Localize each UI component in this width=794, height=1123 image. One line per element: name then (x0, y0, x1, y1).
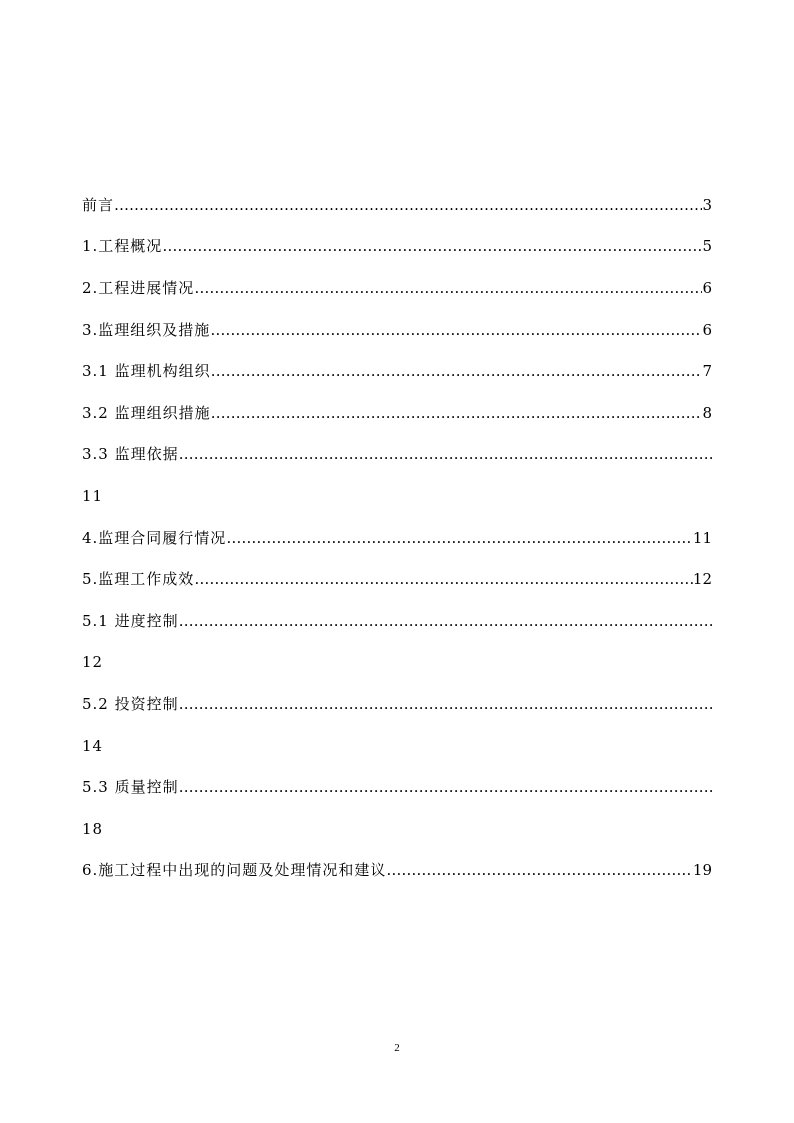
toc-entry-title: 3.1 监理机构组织 (82, 362, 211, 381)
toc-entry-5-2 (82, 683, 712, 725)
toc-leader-dots (386, 860, 693, 880)
toc-leader-dots (210, 320, 702, 340)
toc-entry-title: 3.监理组织及措施 (82, 320, 211, 339)
toc-entry-1 (82, 226, 712, 268)
toc-entry-page-wrapped: 11 (82, 486, 104, 505)
toc-entry-page-wrapped: 12 (82, 653, 104, 672)
toc-entry-6 (82, 850, 712, 892)
toc-leader-dots (226, 528, 693, 548)
toc-entry-4 (82, 517, 712, 559)
toc-leader-dots (114, 195, 702, 215)
toc-leader-dots (179, 444, 712, 464)
toc-leader-dots (211, 361, 703, 381)
toc-entry-3-3 (82, 434, 712, 476)
toc-entry-page-wrapped: 18 (82, 819, 104, 838)
toc-leader-dots (194, 569, 693, 589)
toc-entry-page: 12 (692, 570, 712, 589)
toc-leader-dots (179, 777, 712, 797)
toc-entry-page: 3 (702, 195, 712, 214)
toc-entry-2 (82, 267, 712, 309)
toc-entry-page: 19 (692, 861, 712, 880)
toc-entry-page-wrapped: 14 (82, 736, 104, 755)
toc-leader-dots (194, 278, 702, 298)
toc-entry-page: 7 (702, 362, 712, 381)
toc-leader-dots (179, 694, 712, 714)
toc-entry-title: 4.监理合同履行情况 (82, 528, 227, 547)
toc-entry-3-2 (82, 392, 712, 434)
toc-entry-5-3 (82, 766, 712, 808)
toc-entry-title: 3.2 监理组织措施 (82, 403, 211, 422)
toc-entry-title: 5.2 投资控制 (82, 694, 179, 713)
toc-entry-page: 8 (702, 403, 712, 422)
toc-entry-3-1 (82, 350, 712, 392)
toc-entry-3-3-page (82, 475, 712, 517)
page-number: 2 (394, 1042, 400, 1054)
toc-entry-5-3-page (82, 808, 712, 850)
toc-entry-page: 11 (692, 528, 712, 547)
toc-entry-title: 1.工程概况 (82, 237, 163, 256)
toc-leader-dots (179, 611, 712, 631)
toc-entry-5-1-page (82, 642, 712, 684)
toc-entry-page: 6 (702, 320, 712, 339)
table-of-contents (82, 184, 712, 891)
toc-entry-5-1 (82, 600, 712, 642)
toc-entry-preface (82, 184, 712, 226)
toc-entry-page: 6 (702, 278, 712, 297)
toc-entry-page: 5 (702, 237, 712, 256)
toc-entry-3 (82, 309, 712, 351)
toc-entry-title: 2.工程进展情况 (82, 278, 195, 297)
toc-entry-5-2-page (82, 725, 712, 767)
toc-entry-title: 前言 (82, 195, 115, 214)
toc-entry-title: 3.3 监理依据 (82, 445, 179, 464)
toc-leader-dots (211, 403, 703, 423)
toc-entry-title: 5.1 进度控制 (82, 611, 179, 630)
toc-entry-title: 5.监理工作成效 (82, 570, 195, 589)
toc-entry-5 (82, 558, 712, 600)
toc-entry-title: 6.施工过程中出现的问题及处理情况和建议 (82, 861, 387, 880)
toc-leader-dots (162, 236, 702, 256)
toc-entry-title: 5.3 质量控制 (82, 778, 179, 797)
